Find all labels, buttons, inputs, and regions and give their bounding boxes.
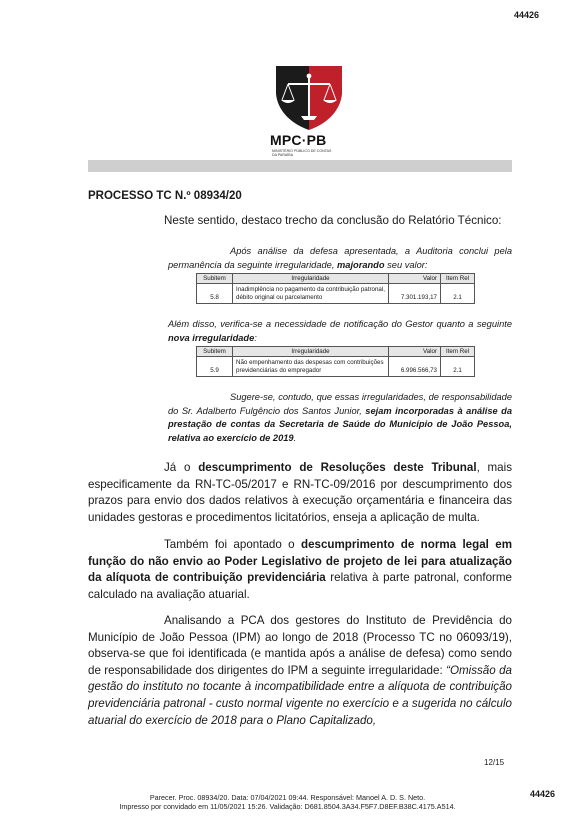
quote-3-end: . — [293, 432, 297, 443]
cell-irregularidade: Inadimplência no pagamento da contribuição patronal, débito original ou parcelamento — [233, 284, 389, 304]
cell-item-rel: 2.1 — [441, 284, 475, 304]
cell-item-rel: 2.1 — [441, 357, 475, 377]
quote-3-text: Sugere-se, contudo, que essas irregularidades, de responsabilidade do Sr. Adalberto Fulgêncio dos Santos Junior, — [168, 392, 512, 416]
quote-2-bold: nova irregularidade — [168, 332, 255, 343]
paragraph-resolucoes — [88, 460, 512, 526]
para-3-italic: “Omissão da gestão do instituto no tocante à incompatibilidade entre a alíquota de contribuição previdenciária patronal - custo normal vigente no exercício e a sugerida no cálculo atuarial do exercício de 2018 para o Plano Capitalizado, — [88, 663, 512, 727]
quote-2-end: : — [254, 332, 257, 343]
col-item-rel: Item Rel — [441, 274, 475, 284]
para-2-bold: descumprimento de norma legal em função do não envio ao Poder Legislativo de projeto de lei para atualização da alíquota de contribuição previdenciária — [88, 538, 513, 585]
para-1-bold: descumprimento de Resoluções deste Tribunal — [198, 461, 477, 474]
logo-brand: MPC·PB — [270, 132, 327, 148]
mpc-logo-icon — [274, 64, 344, 132]
col-item-rel: Item Rel — [441, 347, 475, 357]
cell-valor: 7.301.193,17 — [389, 284, 441, 304]
page-number: 12/15 — [484, 758, 505, 767]
col-irregularidade: Irregularidade — [233, 274, 389, 284]
header-bar — [88, 160, 512, 172]
quote-2 — [168, 318, 512, 345]
col-subitem: Subitem — [197, 274, 233, 284]
para-1-end: , mais especificamente da RN-TC-05/2017 e RN-TC-09/2016 por descumprimento dos prazos para envio dos dados relativos à execução orçamentária e financeira das unidades gestoras e procedimentos licitatórios, enseja a aplicação de multa. — [88, 461, 513, 524]
table-header-row — [197, 274, 475, 284]
irregularity-table-2 — [196, 346, 475, 377]
logo-subtitle: MINISTÉRIO PÚBLICO DE CONTAS DA PARAÍBA — [272, 149, 332, 158]
process-number: PROCESSO TC N.º 08934/20 — [88, 190, 242, 202]
quote-2-text: Além disso, verifica-se a necessidade de notificação do Gestor quanto a seguinte — [168, 319, 512, 329]
intro-paragraph: Neste sentido, destaco trecho da conclusão do Relatório Técnico: — [164, 214, 502, 227]
cell-subitem: 5.8 — [197, 284, 233, 304]
para-2-end: relativa à parte patronal, conforme calculado na avaliação atuarial. — [88, 571, 512, 601]
para-1-text: Já o — [164, 461, 199, 474]
quote-3 — [168, 391, 512, 445]
quote-1-text: Após análise da defesa apresentada, a Auditoria conclui pela permanência da seguinte irregularidade, — [168, 246, 512, 270]
page-id-top: 44426 — [514, 10, 540, 20]
cell-subitem: 5.9 — [197, 357, 233, 377]
irregularity-table-1 — [196, 273, 475, 304]
table-row — [197, 284, 475, 304]
footer-line-1: Parecer. Proc. 08934/20. Data: 07/04/2021 09:44. Responsável: Manoel A. D. S. Neto. — [149, 793, 426, 802]
table-row — [197, 357, 475, 377]
footer-line-2: Impresso por convidado em 11/05/2021 15:26. Validação: D681.8504.3A34.F5F7.D8EF.B38C.4175.A514. — [119, 802, 456, 811]
page-id-bottom: 44426 — [530, 789, 556, 799]
cell-valor: 6.996.566,73 — [389, 357, 441, 377]
cell-irregularidade: Não empenhamento das despesas com contribuições previdenciárias do empregador — [233, 357, 389, 377]
col-irregularidade: Irregularidade — [233, 347, 389, 357]
col-valor: Valor — [389, 347, 441, 357]
para-3-text: Analisando a PCA dos gestores do Instituto de Previdência do Município de João Pessoa (IPM) ao longo de 2018 (Processo TC no 06093/19), observa-se que foi identificada (e mantida após a análise de defesa) como sendo de responsabilidade dos dirigentes do IPM a seguinte irregularidade: — [88, 614, 512, 677]
quote-1 — [168, 245, 512, 272]
quote-1-bold: majorando — [337, 259, 385, 270]
table-header-row — [197, 347, 475, 357]
col-subitem: Subitem — [197, 347, 233, 357]
paragraph-pca-ipm — [88, 613, 512, 729]
col-valor: Valor — [389, 274, 441, 284]
quote-3-bold: sejam incorporadas à análise da prestação de contas da Secretaria de Saúde do Município de João Pessoa, relativa ao exercício de 2019 — [168, 405, 512, 443]
para-2-text: Também foi apontado o — [164, 538, 301, 551]
quote-1-end: seu valor: — [384, 259, 428, 270]
paragraph-norma-legal — [88, 537, 512, 603]
